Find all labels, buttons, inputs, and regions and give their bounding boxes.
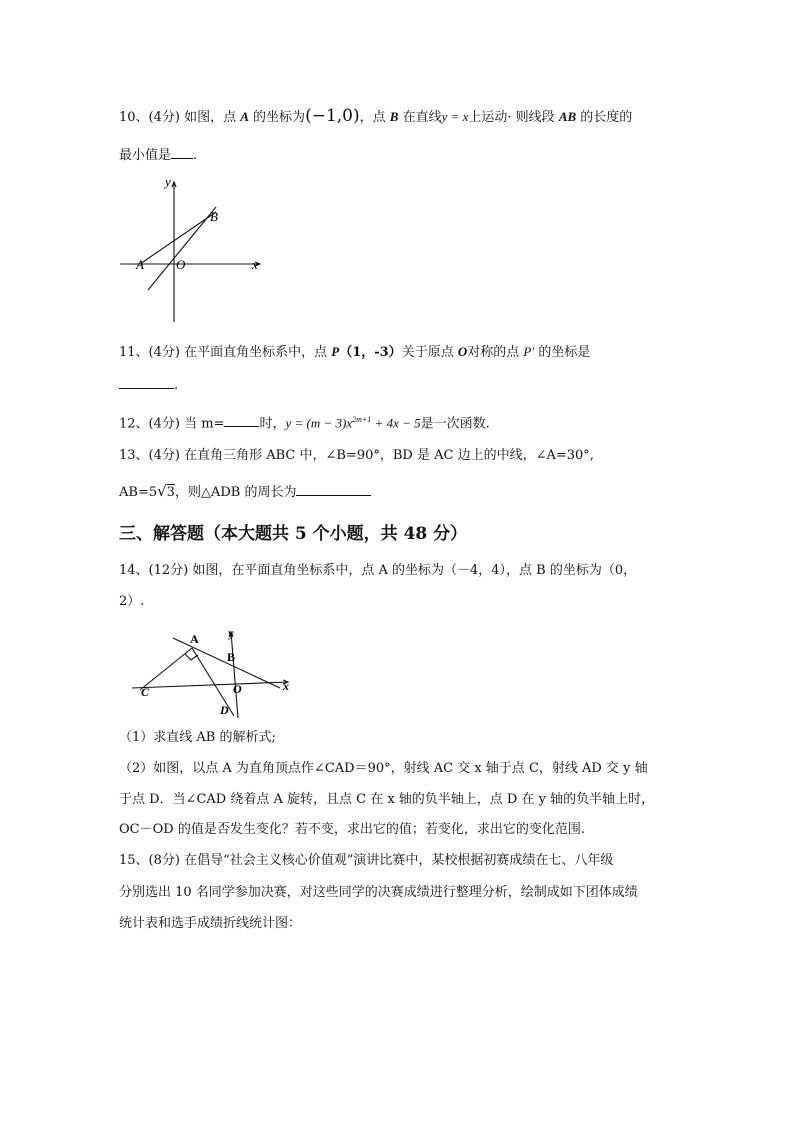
fig14-label-o: O — [233, 682, 242, 696]
q10-segment: AB — [558, 109, 577, 124]
fig10-label-o: O — [176, 257, 186, 272]
q10-text2: ，点 — [359, 110, 386, 125]
q11-end: . — [174, 378, 179, 393]
fig14-label-c: C — [141, 685, 150, 699]
fig10-label-y: y — [165, 174, 171, 189]
q14-line1-text: 14、(12分) 如图，在平面直角坐标系中，点 A 的坐标为（－4，4），点 B 的坐标为（0， — [119, 563, 637, 578]
q10-line2-text: 最小值是 — [119, 148, 172, 163]
q13-sqrt-arg: 3 — [166, 485, 175, 500]
q10-text3: 在直线 — [402, 110, 442, 125]
q11-point-p-prime: P′ — [523, 344, 535, 359]
fig14-ray-ac — [140, 648, 192, 690]
fig10-label-a: A — [136, 257, 144, 272]
q11-text3: 的坐标是 — [538, 345, 591, 360]
q14-line2 — [119, 592, 144, 612]
q11-answer-blank[interactable] — [119, 374, 174, 389]
q11-prefix: 11、(4分) 在平面直角坐标系中，点 — [119, 345, 328, 360]
q10-prefix: 10、(4分) 如图，点 — [119, 110, 237, 125]
q10-point-a: A — [240, 109, 249, 124]
figure-14 — [128, 622, 298, 722]
fig14-label-d: D — [220, 703, 229, 717]
q13-answer-blank[interactable] — [296, 481, 371, 496]
q14-part2-line3 — [119, 820, 585, 840]
q11-text1: 关于原点 — [401, 345, 454, 360]
q10-text1: 的坐标为 — [253, 110, 306, 125]
q10-text5: 的长度的 — [580, 110, 633, 125]
q10-line1 — [119, 106, 632, 128]
q14-part2-line2-text: 于点 D．当∠CAD 绕着点 A 旋转，且点 C 在 x 轴的负半轴上，点 D 在 y 轴的负半轴上时， — [119, 792, 655, 807]
q10-equation: y = x — [441, 109, 469, 124]
q12-equation-b: + 4x − 5 — [371, 415, 421, 431]
q15-line1-text: 15、(8分) 在倡导“社会主义核心价值观”演讲比赛中，某校根据初赛成绩在七、八年级 — [119, 853, 614, 868]
q12-line — [119, 410, 490, 434]
q12-answer-blank[interactable] — [224, 412, 259, 427]
q12-equation-a: y = (m − 3)x — [285, 415, 353, 431]
q15-line1 — [119, 851, 613, 871]
q13-line2 — [119, 481, 371, 503]
q11-line2 — [119, 374, 178, 396]
q12-text2: 是一次函数. — [420, 416, 490, 432]
q11-text2: 对称的点 — [467, 345, 520, 360]
q11-coord: （1，-3） — [339, 345, 402, 360]
q11-line1 — [119, 342, 590, 363]
fig14-x-axis — [132, 682, 288, 688]
q14-part2-line3-text: OC－OD 的值是否发生变化？若不变，求出它的值；若变化，求出它的变化范围. — [119, 822, 585, 837]
q12-text1: 时， — [259, 416, 286, 432]
q14-part2-line2 — [119, 790, 654, 810]
q10-text4: 上运动· 则线段 — [468, 110, 555, 125]
section-3-title: 三、解答题（本大题共 5 个小题，共 48 分） — [119, 524, 468, 544]
q11-point-p: P — [331, 344, 340, 359]
fig14-label-b: B — [227, 650, 236, 664]
q14-part2-line1-text: （2）如图，以点 A 为直角顶点作∠CAD＝90°，射线 AC 交 x 轴于点 C，射线 AD 交 y 轴 — [119, 761, 648, 776]
fig14-y-axis — [231, 632, 238, 718]
fig14-label-a: A — [190, 632, 199, 646]
fig10-label-b: B — [210, 209, 218, 224]
q10-coord: (−1,0) — [305, 106, 360, 126]
q15-line2-text: 分别选出 10 名同学参加决赛，对这些同学的决赛成绩进行整理分析，绘制成如下团体成绩 — [119, 885, 638, 900]
q10-end: . — [193, 148, 198, 163]
q14-part1-text: （1）求直线 AB 的解析式; — [119, 730, 276, 745]
q14-line2-text: 2）. — [119, 594, 145, 609]
q15-line2 — [119, 883, 638, 903]
fig14-label-y: y — [228, 626, 234, 640]
q13-text1: ，则△ADB 的周长为 — [174, 485, 297, 500]
q15-line3 — [119, 914, 301, 934]
fig10-label-x: x — [252, 257, 258, 272]
q13-line1 — [119, 446, 594, 466]
sqrt-icon: √ — [157, 482, 167, 500]
q12-exponent: 2m+1 — [352, 415, 372, 424]
q13-line1-text: 13、(4分) 在直角三角形 ABC 中，∠B=90°，BD 是 AC 边上的中线，∠A=30°, — [119, 448, 594, 463]
q10-line2 — [119, 144, 197, 166]
q12-prefix: 12、(4分) 当 m= — [119, 416, 225, 432]
fig14-label-x: x — [283, 679, 289, 693]
q14-part1 — [119, 728, 276, 748]
q10-point-b: B — [389, 109, 399, 124]
figure-10 — [118, 172, 268, 327]
q13-ab: AB=5 — [119, 485, 158, 500]
q15-line3-text: 统计表和选手成绩折线统计图： — [119, 916, 302, 931]
q10-answer-blank[interactable] — [171, 144, 193, 159]
q14-line1 — [119, 561, 636, 581]
q11-origin: O — [457, 344, 468, 359]
q14-part2-line1 — [119, 759, 648, 779]
